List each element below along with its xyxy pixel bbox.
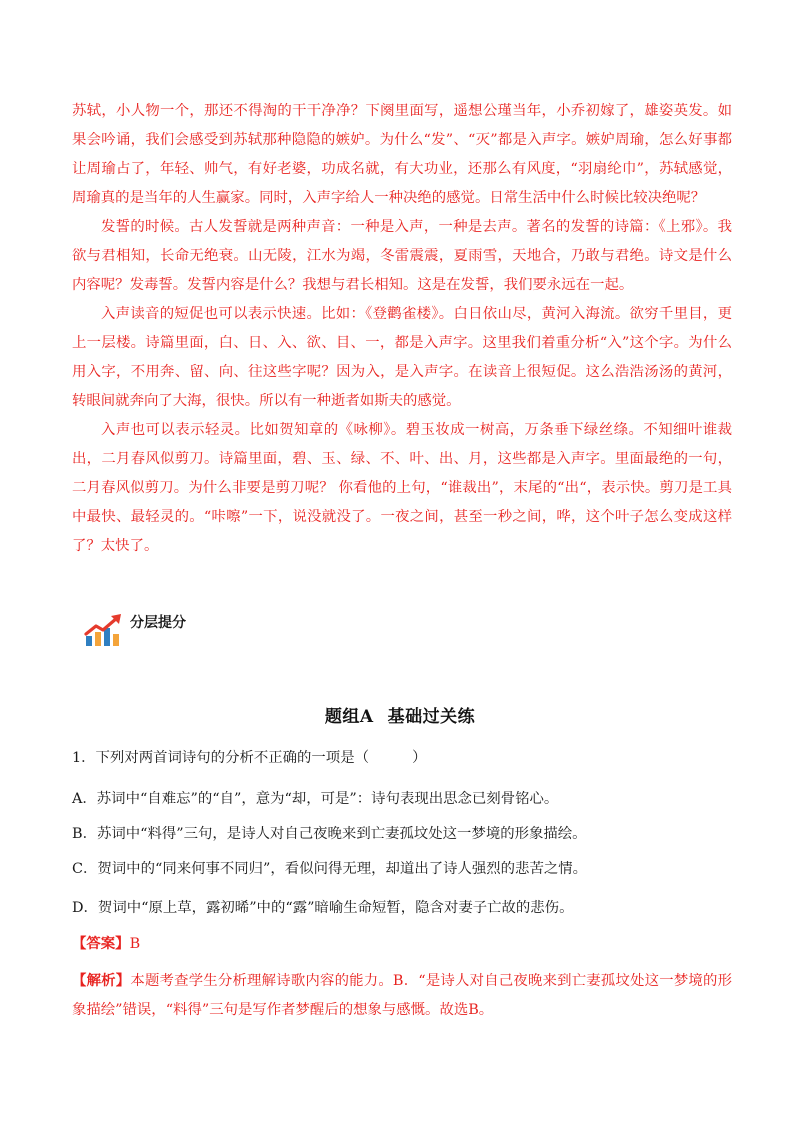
answer-label: 【答案】 — [72, 935, 130, 952]
answer-line — [72, 932, 140, 953]
option-b: B．苏词中“料得”三句，是诗人对自己夜晚来到亡妻孤坟处这一梦境的形象描绘。 — [72, 826, 587, 842]
analysis-label: 【解析】 — [72, 972, 131, 989]
analysis — [72, 966, 732, 1025]
option-a: A．苏词中“自难忘”的“自”，意为“却，可是”：诗句表现出思念已刻骨铭心。 — [72, 791, 559, 807]
group-heading-part1: 题组A — [324, 707, 374, 727]
option-c: C．贺词中的“同来何事不同归”，看似问得无理，却道出了诗人强烈的悲苦之情。 — [72, 861, 588, 877]
growth-chart-icon — [84, 612, 124, 648]
section-label: 分层提分 — [130, 615, 186, 631]
group-heading — [0, 702, 800, 727]
passage-paragraph: 发誓的时候。古人发誓就是两种声音：一种是入声，一种是去声。著名的发誓的诗篇：《上邪》。我欲与君相知，长命无绝衰。山无陵，江水为竭，冬雷震震，夏雨雪，天地合，乃敢与君绝。诗文是什么内容呢？发毒誓。发誓内容是什么？我想与君长相知。这是在发誓，我们要永远在一起。 — [72, 219, 732, 293]
passage-paragraph: 入声也可以表示轻灵。比如贺知章的《咏柳》。碧玉妆成一树高，万条垂下绿丝绦。不知细叶谁裁出，二月春风似剪刀。诗篇里面，碧、玉、绿、不、叶、出、月，这些都是入声字。里面最绝的一句，二月春风似剪刀。为什么非要是剪刀呢？ 你看他的上句，“谁裁出”，末尾的“出“，表示快。剪刀是工具中最快、最轻灵的。“咔嚓”一下，说没就没了。一夜之间，甚至一秒之间，哗，这个叶子怎么变成这样了？太快了。 — [72, 422, 732, 554]
passage-paragraph: 苏轼，小人物一个，那还不得淘的干干净净？下阕里面写，遥想公瑾当年，小乔初嫁了，雄姿英发。如果会吟诵，我们会感受到苏轼那种隐隐的嫉妒。为什么“发”、“灭”都是入声字。嫉妒周瑜，怎么好事都让周瑜占了，年轻、帅气，有好老婆，功成名就，有大功业，还那么有风度，“羽扇纶巾”，苏轼感觉，周瑜真的是当年的人生赢家。同时，入声字给人一种决绝的感觉。日常生活中什么时候比较决绝呢？ — [72, 103, 732, 206]
answer-value: B — [129, 936, 141, 952]
passage — [72, 97, 732, 561]
passage-paragraph: 入声读音的短促也可以表示快速。比如：《登鹳雀楼》。白日依山尽，黄河入海流。欲穷千里目，更上一层楼。诗篇里面，白、日、入、欲、目、一，都是入声字。这里我们着重分析“入”这个字。为什么用入字，不用奔、留、向、往这些字呢？因为入，是入声字。在读音上很短促。这么浩浩汤汤的黄河，转眼间就奔向了大海，很快。所以有一种逝者如斯夫的感觉。 — [72, 306, 732, 409]
group-heading-part2: 基础过关练 — [387, 707, 476, 727]
option-d: D．贺词中“原上草，露初晞”中的“露”暗喻生命短暂，隐含对妻子亡故的悲伤。 — [72, 900, 574, 916]
analysis-text: 本题考查学生分析理解诗歌内容的能力。B．“是诗人对自己夜晚来到亡妻孤坟处这一梦境的形象描绘”错误，“料得”三句是写作者梦醒后的想象与感慨。故选B。 — [72, 973, 732, 1018]
question-stem: 1．下列对两首词诗句的分析不正确的一项是（ ） — [72, 750, 427, 766]
